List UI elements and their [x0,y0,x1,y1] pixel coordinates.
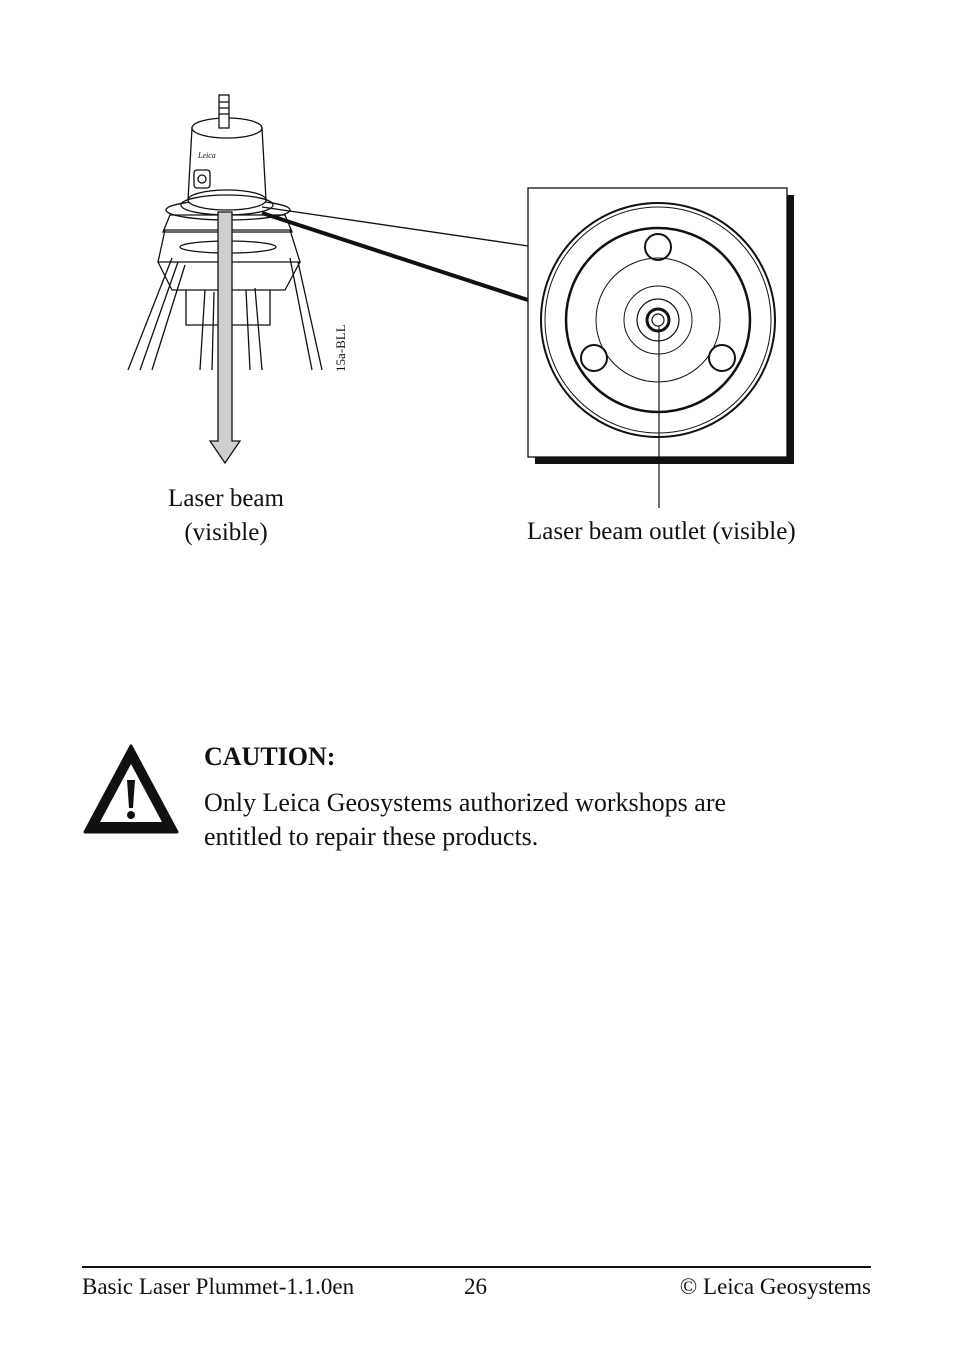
caution-text [204,786,844,854]
beam-label-line1: Laser beam [168,485,284,512]
beam-label [140,482,312,550]
svg-text:Leica: Leica [198,151,216,160]
footer-doc-name: Basic Laser Plummet-1.1.0en [82,1274,355,1299]
footer-copyright: © Leica Geosystems [679,1274,871,1299]
caution-text-line2: entitled to repair these products. [204,822,539,851]
figure-code: 15a-BLL [333,324,348,372]
footer-divider [82,1266,871,1268]
warning-triangle-icon [82,742,180,836]
beam-label-line2: (visible) [184,519,268,546]
footer-page-number: 26 [464,1274,487,1299]
outlet-label: Laser beam outlet (visible) [527,518,796,545]
caution-title: CAUTION: [204,742,336,771]
caution-text-line1: Only Leica Geosystems authorized workshops are [204,788,727,817]
